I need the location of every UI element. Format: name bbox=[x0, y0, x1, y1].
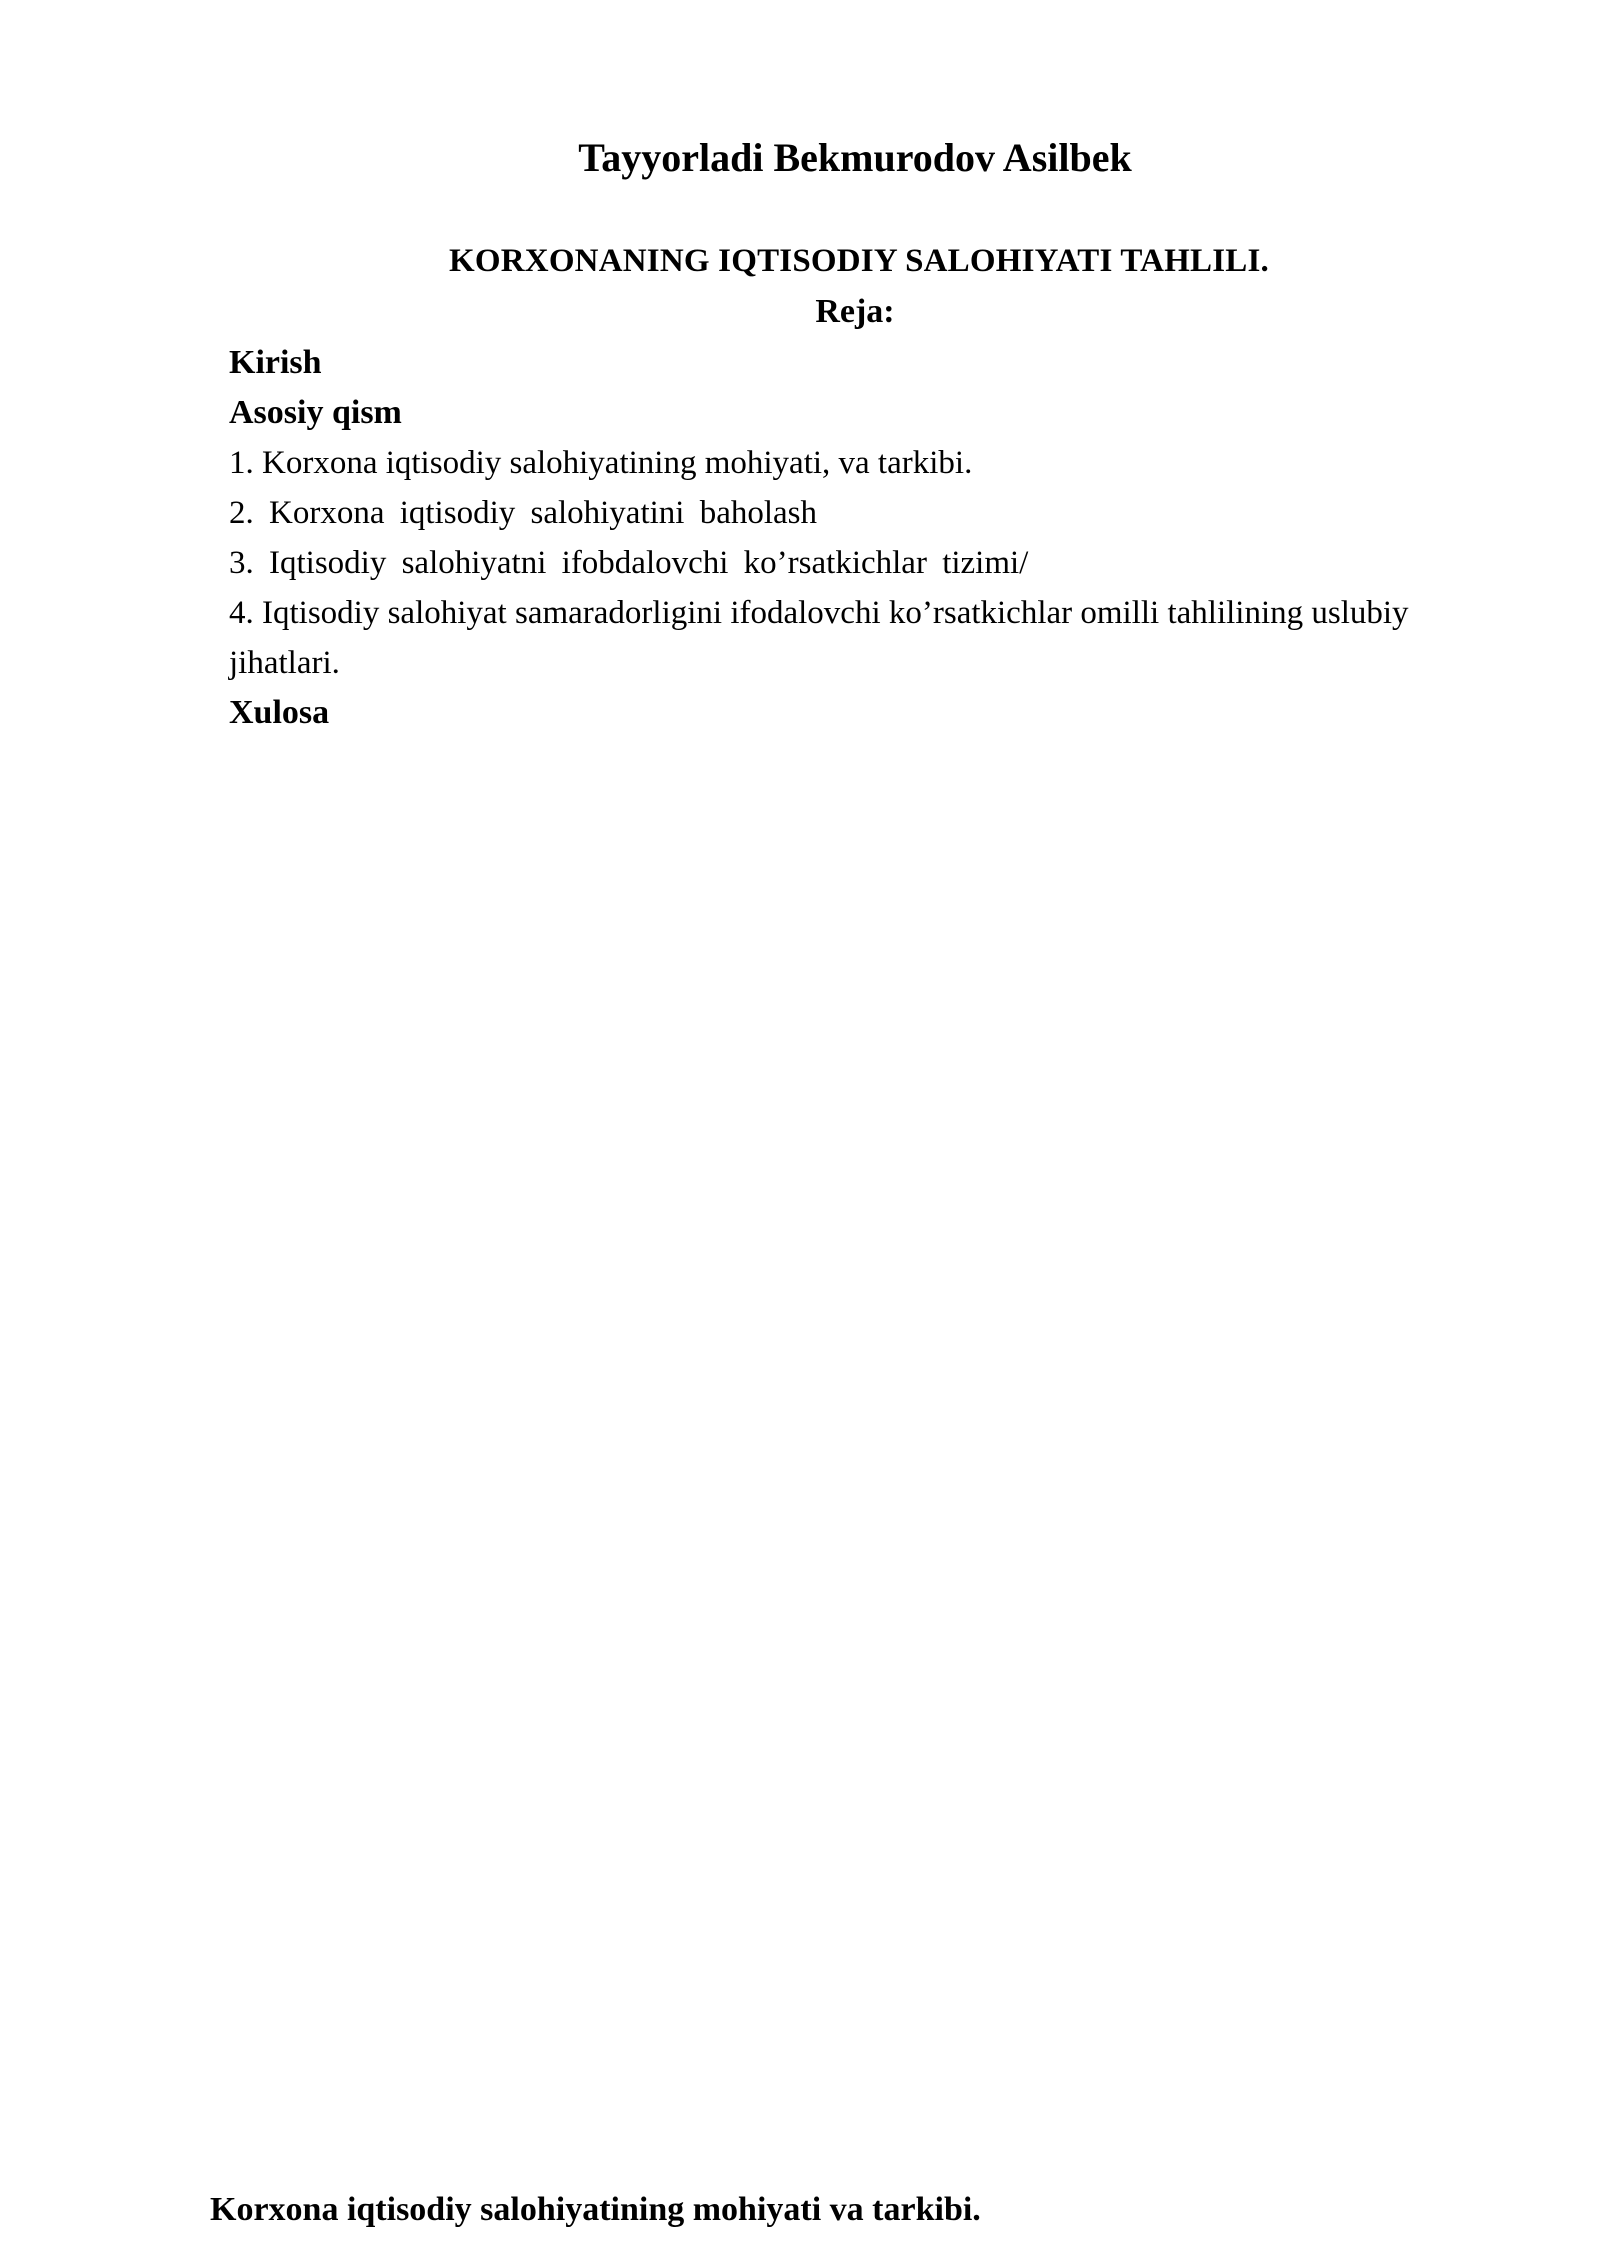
plan-item-4: 4. Iqtisodiy salohiyat samaradorligini ifodalovchi ko’rsatkichlar omilli tahlilining uslubiy jihatlari. bbox=[229, 595, 1409, 681]
plan-main-part: Asosiy qism bbox=[229, 394, 402, 431]
plan-item-3: 3. Iqtisodiy salohiyatni ifobdalovchi ko’rsatkichlar tizimi/ bbox=[229, 545, 1029, 581]
plan-conclusion: Xulosa bbox=[229, 694, 330, 731]
plan-item-1: 1. Korxona iqtisodiy salohiyatining mohiyati, va tarkibi. bbox=[229, 445, 973, 481]
plan-list bbox=[229, 338, 1479, 738]
plan-intro: Kirish bbox=[229, 344, 322, 381]
plan-label: Reja: bbox=[815, 293, 895, 330]
document-title: KORXONANING IQTISODIY SALOHIYATI TAHLILI. bbox=[449, 243, 1269, 279]
author-line: Tayyorladi Bekmurodov Asilbek bbox=[578, 135, 1132, 180]
section-title: Korxona iqtisodiy salohiyatining mohiyati va tarkibi. bbox=[210, 2191, 981, 2228]
plan-item-2: 2. Korxona iqtisodiy salohiyatini baholash bbox=[229, 495, 818, 531]
